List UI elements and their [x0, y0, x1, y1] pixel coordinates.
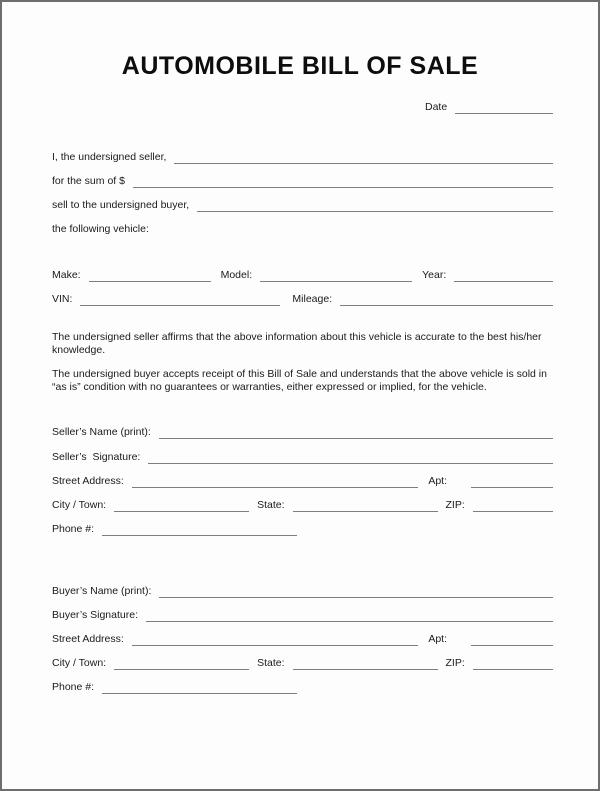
seller-state-label: State:: [257, 499, 285, 511]
form-title: AUTOMOBILE BILL OF SALE: [121, 52, 479, 80]
undersigned-buyer-label: sell to the undersigned buyer,: [52, 199, 190, 211]
buyer-acceptance-text: The undersigned buyer accepts receipt of this Bill of Sale and understands that the above vehicle is sold in “as is” condition with no guarantees or warranties, either expressed or implied, for the vehicle.: [52, 368, 547, 394]
make-field[interactable]: [89, 267, 211, 282]
seller-street-field[interactable]: [132, 473, 419, 488]
seller-name-row: [52, 423, 553, 439]
buyer-phone-field[interactable]: [102, 679, 297, 694]
model-label: Model:: [220, 269, 253, 281]
buyer-state-label: State:: [257, 657, 285, 669]
make-model-year-row: [52, 266, 553, 282]
buyer-signature-row: [52, 606, 553, 622]
seller-affirmation-text: The undersigned seller affirms that the above information about this vehicle is accurate to the best his/her knowledge.: [52, 331, 542, 357]
seller-signature-field[interactable]: [148, 449, 553, 464]
buyer-signature-field[interactable]: [146, 607, 553, 622]
seller-phone-row: [52, 520, 553, 536]
year-field[interactable]: [454, 267, 553, 282]
sum-field[interactable]: [133, 173, 553, 188]
buyer-zip-label: ZIP:: [445, 657, 465, 669]
date-row: [425, 98, 553, 114]
seller-city-row: [52, 496, 553, 512]
seller-zip-field[interactable]: [473, 497, 553, 512]
undersigned-seller-row: [52, 148, 553, 164]
seller-apt-field[interactable]: [471, 473, 553, 488]
date-label: Date: [425, 101, 448, 113]
seller-city-label: City / Town:: [52, 499, 107, 511]
vin-mileage-row: [52, 290, 553, 306]
buyer-city-row: [52, 654, 553, 670]
buyer-street-label: Street Address:: [52, 633, 124, 645]
buyer-phone-row: [52, 678, 553, 694]
buyer-signature-label: Buyer’s Signature:: [52, 609, 138, 621]
undersigned-seller-label: I, the undersigned seller,: [52, 151, 167, 163]
seller-signature-label: Seller’s Signature:: [52, 451, 141, 463]
year-label: Year:: [422, 269, 447, 281]
undersigned-buyer-field[interactable]: [197, 197, 553, 212]
seller-street-label: Street Address:: [52, 475, 124, 487]
vin-label: VIN:: [52, 293, 73, 305]
date-field[interactable]: [455, 99, 553, 114]
vin-field[interactable]: [80, 291, 280, 306]
seller-phone-field[interactable]: [102, 521, 297, 536]
buyer-apt-field[interactable]: [471, 631, 553, 646]
seller-city-field[interactable]: [114, 497, 249, 512]
buyer-name-label: Buyer’s Name (print):: [52, 585, 152, 597]
buyer-name-field[interactable]: [159, 583, 553, 598]
buyer-street-row: [52, 630, 553, 646]
buyer-zip-field[interactable]: [473, 655, 553, 670]
seller-zip-label: ZIP:: [445, 499, 465, 511]
mileage-field[interactable]: [340, 291, 553, 306]
seller-signature-row: [52, 448, 553, 464]
buyer-name-row: [52, 582, 553, 598]
seller-phone-label: Phone #:: [52, 523, 95, 535]
buyer-phone-label: Phone #:: [52, 681, 95, 693]
undersigned-buyer-row: [52, 196, 553, 212]
buyer-apt-label: Apt:: [428, 633, 447, 645]
seller-name-label: Seller’s Name (print):: [52, 426, 151, 438]
buyer-street-field[interactable]: [132, 631, 419, 646]
seller-apt-label: Apt:: [428, 475, 447, 487]
sum-label: for the sum of $: [52, 175, 125, 187]
make-label: Make:: [52, 269, 81, 281]
sum-row: [52, 172, 553, 188]
buyer-state-field[interactable]: [293, 655, 438, 670]
seller-state-field[interactable]: [293, 497, 438, 512]
buyer-city-label: City / Town:: [52, 657, 107, 669]
buyer-city-field[interactable]: [114, 655, 249, 670]
model-field[interactable]: [260, 267, 412, 282]
seller-name-field[interactable]: [159, 424, 553, 439]
mileage-label: Mileage:: [292, 293, 333, 305]
undersigned-seller-field[interactable]: [174, 149, 553, 164]
following-vehicle-row: [52, 220, 553, 236]
following-vehicle-label: the following vehicle:: [52, 223, 149, 235]
seller-street-row: [52, 472, 553, 488]
